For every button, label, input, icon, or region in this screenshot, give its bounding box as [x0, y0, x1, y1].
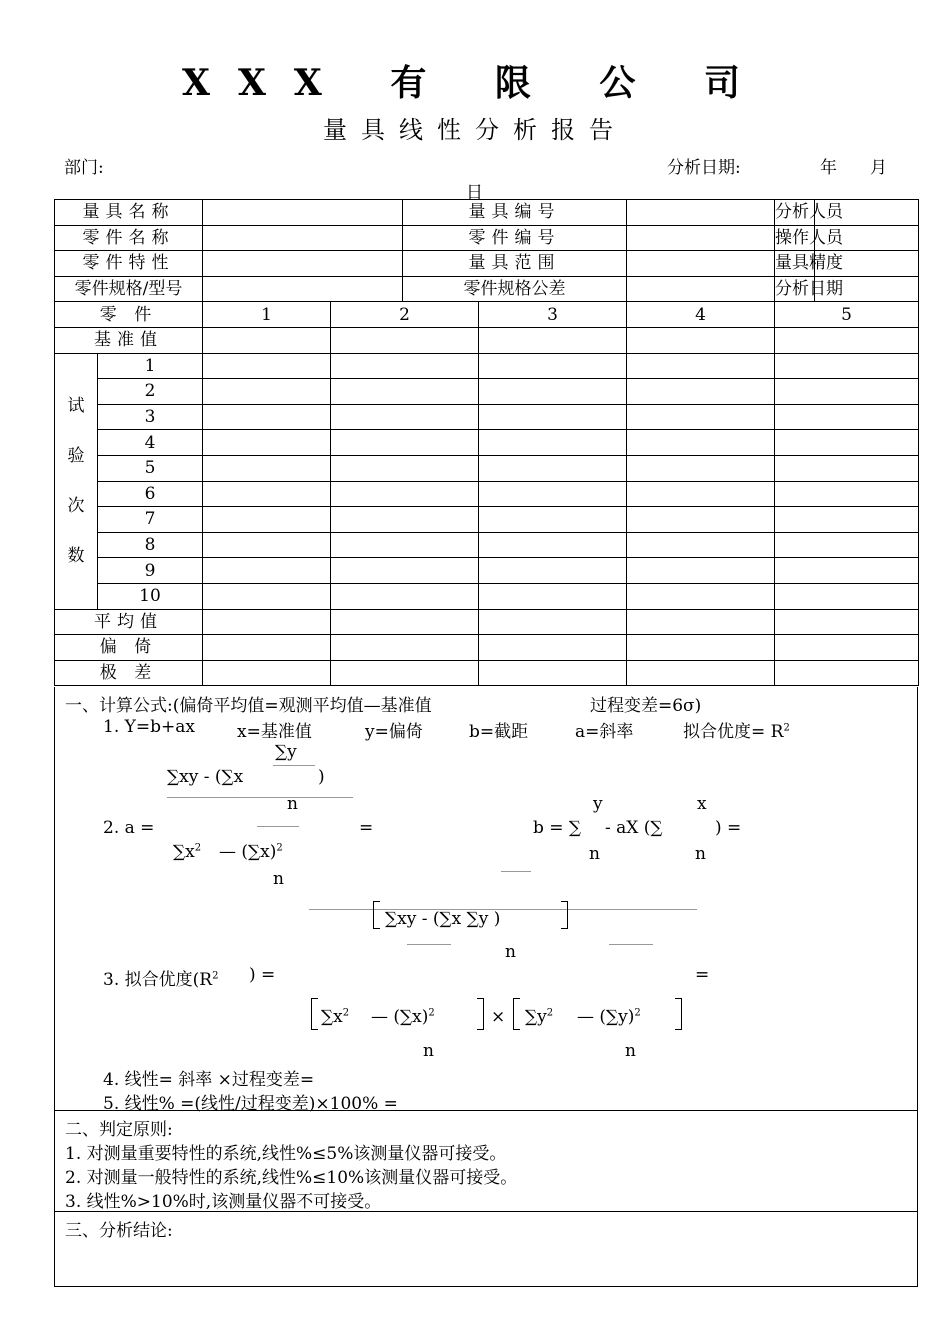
data-cell[interactable]: [331, 558, 479, 584]
info-value[interactable]: [203, 276, 403, 302]
data-cell[interactable]: [479, 609, 627, 635]
formula-4: 4. 线性= 斜率 ×过程变差=: [103, 1070, 315, 1090]
formula-3-den-n2: n: [625, 1041, 636, 1061]
reference-label: 基准值: [55, 327, 203, 353]
trial-row: [55, 583, 919, 609]
data-cell[interactable]: [627, 404, 775, 430]
conclusion-heading: 三、分析结论:: [65, 1221, 173, 1241]
data-cell[interactable]: [331, 404, 479, 430]
fraction-bar: [273, 765, 315, 766]
info-label: 零件特性: [55, 251, 203, 277]
part-number: 4: [627, 302, 775, 328]
part-label: 零 件: [55, 302, 203, 328]
data-cell[interactable]: [627, 583, 775, 609]
trial-number: 8: [98, 532, 203, 558]
data-cell[interactable]: [775, 353, 919, 379]
data-cell[interactable]: [627, 660, 775, 686]
data-cell[interactable]: [331, 532, 479, 558]
data-cell[interactable]: [331, 609, 479, 635]
data-cell[interactable]: [479, 532, 627, 558]
data-cell[interactable]: [203, 583, 331, 609]
formula-3-times: ×: [491, 1007, 506, 1027]
trial-count-char: 次: [67, 496, 85, 517]
criteria-item: 2. 对测量一般特性的系统,线性%≤10%该测量仪器可接受。: [65, 1168, 518, 1188]
trial-row: [55, 455, 919, 481]
info-value[interactable]: [203, 200, 403, 226]
data-cell[interactable]: [203, 430, 331, 456]
data-cell[interactable]: [203, 379, 331, 405]
data-cell[interactable]: [627, 455, 775, 481]
trial-number: 9: [98, 558, 203, 584]
year-label: 年: [820, 158, 837, 178]
trial-row: [55, 353, 919, 379]
formula-1-b: b=截距: [469, 722, 529, 742]
linearity-table: [54, 199, 919, 686]
info-row: [55, 251, 919, 277]
trial-count-char: 数: [67, 546, 85, 567]
formula-2-b-mid: - aX (∑: [605, 818, 663, 838]
data-cell[interactable]: [775, 327, 919, 353]
dept-label: 部门:: [64, 158, 104, 178]
formula-3-den2b: — $(\sum y)^2$: [577, 1007, 641, 1027]
info-label: 量具编号: [403, 200, 627, 226]
data-cell[interactable]: [775, 404, 919, 430]
info-label: 零件名称: [55, 225, 203, 251]
info-value[interactable]: [627, 251, 775, 277]
data-cell[interactable]: [627, 481, 775, 507]
data-cell[interactable]: [479, 583, 627, 609]
formula-1-y: y=偏倚: [365, 722, 423, 742]
part-number: 1: [203, 302, 331, 328]
formula-2-sum-y: ∑y: [275, 742, 297, 762]
info-label: 分析人员: [775, 200, 815, 226]
formula-2-b-end: ) =: [715, 818, 742, 838]
range-label: 极 差: [55, 660, 203, 686]
data-cell[interactable]: [331, 635, 479, 661]
process-variation-note: 过程变差=6σ): [590, 696, 702, 716]
data-cell[interactable]: [331, 327, 479, 353]
info-value[interactable]: [627, 200, 775, 226]
data-cell[interactable]: [627, 609, 775, 635]
data-cell[interactable]: [479, 455, 627, 481]
formula-3-den1b: — $(\sum x)^2$: [371, 1007, 435, 1027]
date-label: 分析日期:: [667, 158, 741, 178]
data-cell[interactable]: [203, 507, 331, 533]
formula-3-den1: $\sum x^2$: [321, 1007, 350, 1027]
trial-number: 4: [98, 430, 203, 456]
part-header-row: [55, 302, 919, 328]
bracket-left: [311, 998, 318, 1030]
fraction-bar: [501, 871, 531, 872]
data-cell[interactable]: [479, 635, 627, 661]
trial-row: [55, 481, 919, 507]
part-number: 2: [331, 302, 479, 328]
trial-row: [55, 430, 919, 456]
data-cell[interactable]: [331, 353, 479, 379]
info-label: 量具名称: [55, 200, 203, 226]
formula-2-b-n2: n: [695, 844, 706, 864]
info-label: 量具范围: [403, 251, 627, 277]
fraction-bar: [167, 797, 353, 798]
trial-count-char: 验: [67, 446, 85, 467]
info-label: 操作人员: [775, 225, 815, 251]
data-cell[interactable]: [627, 532, 775, 558]
formula-3-numerator: ∑xy - (∑x ∑y ): [385, 909, 501, 929]
trial-count-label: [55, 353, 98, 609]
trial-number: 3: [98, 404, 203, 430]
formula-2-numerator: ∑xy - (∑x: [167, 767, 244, 787]
data-cell[interactable]: [627, 327, 775, 353]
info-value[interactable]: [203, 225, 403, 251]
formula-1-x: x=基准值: [237, 722, 312, 742]
data-cell[interactable]: [479, 404, 627, 430]
data-cell[interactable]: [203, 455, 331, 481]
trial-number: 2: [98, 379, 203, 405]
data-cell[interactable]: [775, 635, 919, 661]
trial-number: 5: [98, 455, 203, 481]
formula-1: 1. Y=b+ax: [103, 717, 195, 737]
average-row: [55, 609, 919, 635]
data-cell[interactable]: [775, 660, 919, 686]
data-cell[interactable]: [627, 635, 775, 661]
info-row: [55, 200, 919, 226]
data-cell[interactable]: [203, 609, 331, 635]
formula-heading: 一、计算公式:(偏倚平均值=观测平均值—基准值: [65, 696, 432, 716]
report-title: 量具线性分析报告: [323, 116, 627, 144]
reference-row: [55, 327, 919, 353]
data-cell[interactable]: [775, 532, 919, 558]
conclusion-section[interactable]: [54, 1212, 918, 1287]
part-number: 5: [775, 302, 919, 328]
data-cell[interactable]: [775, 558, 919, 584]
data-cell[interactable]: [203, 635, 331, 661]
formula-2-b: b = ∑: [533, 818, 582, 838]
formula-3-equals: =: [695, 965, 710, 985]
data-cell[interactable]: [331, 481, 479, 507]
data-cell[interactable]: [479, 507, 627, 533]
month-label: 月: [870, 158, 887, 178]
formula-2-x: x: [697, 794, 707, 814]
formula-3-den-n1: n: [423, 1041, 434, 1061]
formula-5: 5. 线性% =(线性/过程变差)×100% =: [103, 1094, 398, 1114]
data-cell[interactable]: [627, 379, 775, 405]
trial-row: [55, 404, 919, 430]
bracket-left: [373, 901, 380, 929]
trial-number: 6: [98, 481, 203, 507]
fraction-bar: [257, 826, 299, 827]
formula-3-num-n: n: [505, 942, 516, 962]
data-cell[interactable]: [479, 353, 627, 379]
formula-2-denominator: $\sum x^2$: [173, 842, 202, 862]
bracket-right: [675, 998, 682, 1030]
day-label: 日: [466, 183, 483, 203]
formula-section: [54, 687, 918, 1114]
data-cell[interactable]: [627, 430, 775, 456]
trial-number: 10: [98, 583, 203, 609]
fraction-bar: [407, 944, 451, 945]
formula-2-b-n1: n: [589, 844, 600, 864]
data-cell[interactable]: [479, 379, 627, 405]
formula-2-denominator-b: — $(\sum x)^2$: [219, 842, 283, 862]
data-cell[interactable]: [203, 353, 331, 379]
data-cell[interactable]: [775, 379, 919, 405]
trial-row: [55, 532, 919, 558]
formula-3-close: ) =: [249, 965, 276, 985]
formula-2-label: 2. a =: [103, 818, 155, 838]
data-cell[interactable]: [203, 532, 331, 558]
data-cell[interactable]: [203, 660, 331, 686]
fraction-bar: [309, 909, 697, 910]
data-cell[interactable]: [627, 558, 775, 584]
data-cell[interactable]: [775, 455, 919, 481]
data-cell[interactable]: [775, 609, 919, 635]
data-cell[interactable]: [627, 353, 775, 379]
data-cell[interactable]: [331, 583, 479, 609]
criteria-section: [54, 1111, 918, 1212]
info-label: 零件规格公差: [403, 276, 627, 302]
data-cell[interactable]: [203, 404, 331, 430]
trial-row: [55, 507, 919, 533]
data-cell[interactable]: [775, 481, 919, 507]
data-cell[interactable]: [331, 455, 479, 481]
fraction-bar: [609, 944, 653, 945]
data-cell[interactable]: [775, 507, 919, 533]
data-cell[interactable]: [331, 430, 479, 456]
data-cell[interactable]: [331, 379, 479, 405]
average-label: 平均值: [55, 609, 203, 635]
criteria-item: 3. 线性%>10%时,该测量仪器不可接受。: [65, 1192, 382, 1212]
data-cell[interactable]: [479, 558, 627, 584]
data-cell[interactable]: [331, 507, 479, 533]
data-cell[interactable]: [479, 430, 627, 456]
trial-count-char: 试: [67, 396, 85, 417]
data-cell[interactable]: [479, 481, 627, 507]
info-label: 零件规格/型号: [55, 276, 203, 302]
range-row: [55, 660, 919, 686]
criteria-heading: 二、判定原则:: [65, 1120, 173, 1140]
formula-2-numerator-close: ): [318, 767, 325, 787]
info-label: 分析日期: [775, 276, 815, 302]
data-cell[interactable]: [775, 583, 919, 609]
formula-1-r: 拟合优度= $R^2$: [683, 722, 790, 742]
data-cell[interactable]: [331, 660, 479, 686]
info-row: [55, 276, 919, 302]
trial-row: [55, 558, 919, 584]
data-cell[interactable]: [479, 327, 627, 353]
part-number: 3: [479, 302, 627, 328]
data-cell[interactable]: [203, 481, 331, 507]
data-cell[interactable]: [203, 558, 331, 584]
info-label: 零件编号: [403, 225, 627, 251]
bracket-left: [513, 998, 520, 1030]
formula-2-y: y: [593, 794, 603, 814]
info-label: 量具精度: [775, 251, 815, 277]
data-cell[interactable]: [775, 430, 919, 456]
bias-row: [55, 635, 919, 661]
criteria-item: 1. 对测量重要特性的系统,线性%≤5%该测量仪器可接受。: [65, 1144, 507, 1164]
bracket-right: [561, 901, 568, 929]
data-cell[interactable]: [203, 327, 331, 353]
info-row: [55, 225, 919, 251]
formula-3-den2: $\sum y^2$: [525, 1007, 554, 1027]
bias-label: 偏 倚: [55, 635, 203, 661]
info-value[interactable]: [627, 276, 775, 302]
trial-row: [55, 379, 919, 405]
formula-2-equals: =: [359, 818, 374, 838]
trial-number: 7: [98, 507, 203, 533]
formula-2-den-n: n: [273, 869, 284, 889]
data-cell[interactable]: [627, 507, 775, 533]
info-value[interactable]: [203, 251, 403, 277]
formula-1-a: a=斜率: [575, 722, 634, 742]
trial-number: 1: [98, 353, 203, 379]
bracket-right: [477, 998, 484, 1030]
data-cell[interactable]: [479, 660, 627, 686]
company-name: XXX 有 限 公 司: [182, 62, 768, 104]
info-value[interactable]: [627, 225, 775, 251]
formula-3-label: 3. 拟合优度($R^2$: [103, 970, 219, 990]
formula-2-n: n: [287, 794, 298, 814]
